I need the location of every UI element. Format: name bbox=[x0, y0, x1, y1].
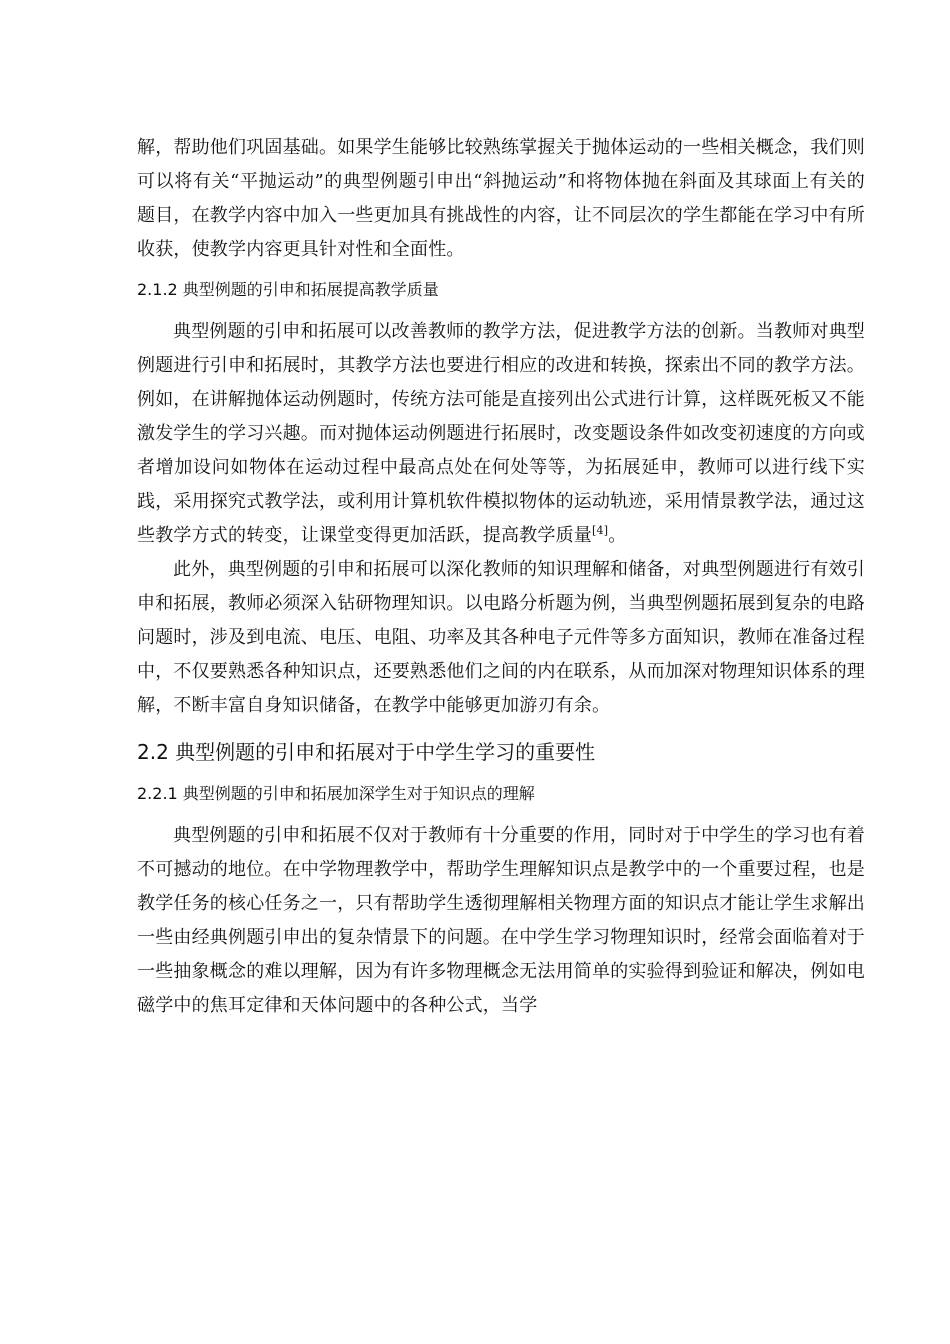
document-page bbox=[137, 131, 865, 1023]
paragraph-text: 典型例题的引申和拓展可以改善教师的教学方法，促进教学方法的创新。当教师对典型例题进行引申和拓展时，其教学方法也要进行相应的改进和转换，探索出不同的教学方法。例如，在讲解抛体运动例题时，传统方法可能是直接列出公式进行计算，这样既死板又不能激发学生的学习兴趣。而对抛体运动例题进行拓展时，改变题设条件如改变初速度的方向或者增加设问如物体在运动过程中最高点处在何处等等，为拓展延申，教师可以进行线下实践，采用探究式教学法，或利用计算机软件模拟物体的运动轨迹，采用情景教学法，通过这些教学方式的转变，让课堂变得更加活跃，提高教学质量 bbox=[137, 321, 865, 546]
spacer bbox=[137, 307, 865, 315]
paragraph-continuation: 解，帮助他们巩固基础。如果学生能够比较熟练掌握关于抛体运动的一些相关概念，我们则可以将有关“平抛运动”的典型例题引申出“斜抛运动”和将物体抛在斜面及其球面上有关的题目，在教学内容中加入一些更加具有挑战性的内容，让不同层次的学生都能在学习中有所收获，使教学内容更具针对性和全面性。 bbox=[137, 137, 865, 260]
paragraph-teacher-knowledge: 此外，典型例题的引申和拓展可以深化教师的知识理解和储备，对典型例题进行有效引申和拓展，教师必须深入钻研物理知识。以电路分析题为例，当典型例题拓展到复杂的电路问题时，涉及到电流、电压、电阻、功率及其各种电子元件等多方面知识，教师在准备过程中，不仅要熟悉各种知识点，还要熟悉他们之间的内在联系，从而加深对物理知识体系的理解，不断丰富自身知识储备，在教学中能够更加游刃有余。 bbox=[137, 559, 865, 716]
section-heading-2-1-2: 2.1.2 典型例题的引申和拓展提高教学质量 bbox=[137, 280, 439, 299]
section-heading-2-2: 2.2 典型例题的引申和拓展对于中学生学习的重要性 bbox=[137, 740, 596, 764]
spacer bbox=[137, 811, 865, 819]
paragraph-end-punct: 。 bbox=[608, 525, 627, 546]
citation-ref: [4] bbox=[592, 524, 609, 537]
paragraph-student-understanding: 典型例题的引申和拓展不仅对于教师有十分重要的作用，同时对于中学生的学习也有着不可撼动的地位。在中学物理教学中，帮助学生理解知识点是教学中的一个重要过程，也是教学任务的核心任务之一，只有帮助学生透彻理解相关物理方面的知识点才能让学生求解出一些由经典例题引申出的复杂情景下的问题。在中学生学习物理知识时，经常会面临着对于一些抽象概念的难以理解，因为有许多物理概念无法用简单的实验得到验证和解决，例如电磁学中的焦耳定律和天体问题中的各种公式，当学 bbox=[137, 825, 865, 1016]
section-heading-2-2-1: 2.2.1 典型例题的引申和拓展加深学生对于知识点的理解 bbox=[137, 784, 535, 803]
spacer bbox=[137, 267, 865, 275]
paragraph-teaching-methods bbox=[137, 315, 865, 553]
